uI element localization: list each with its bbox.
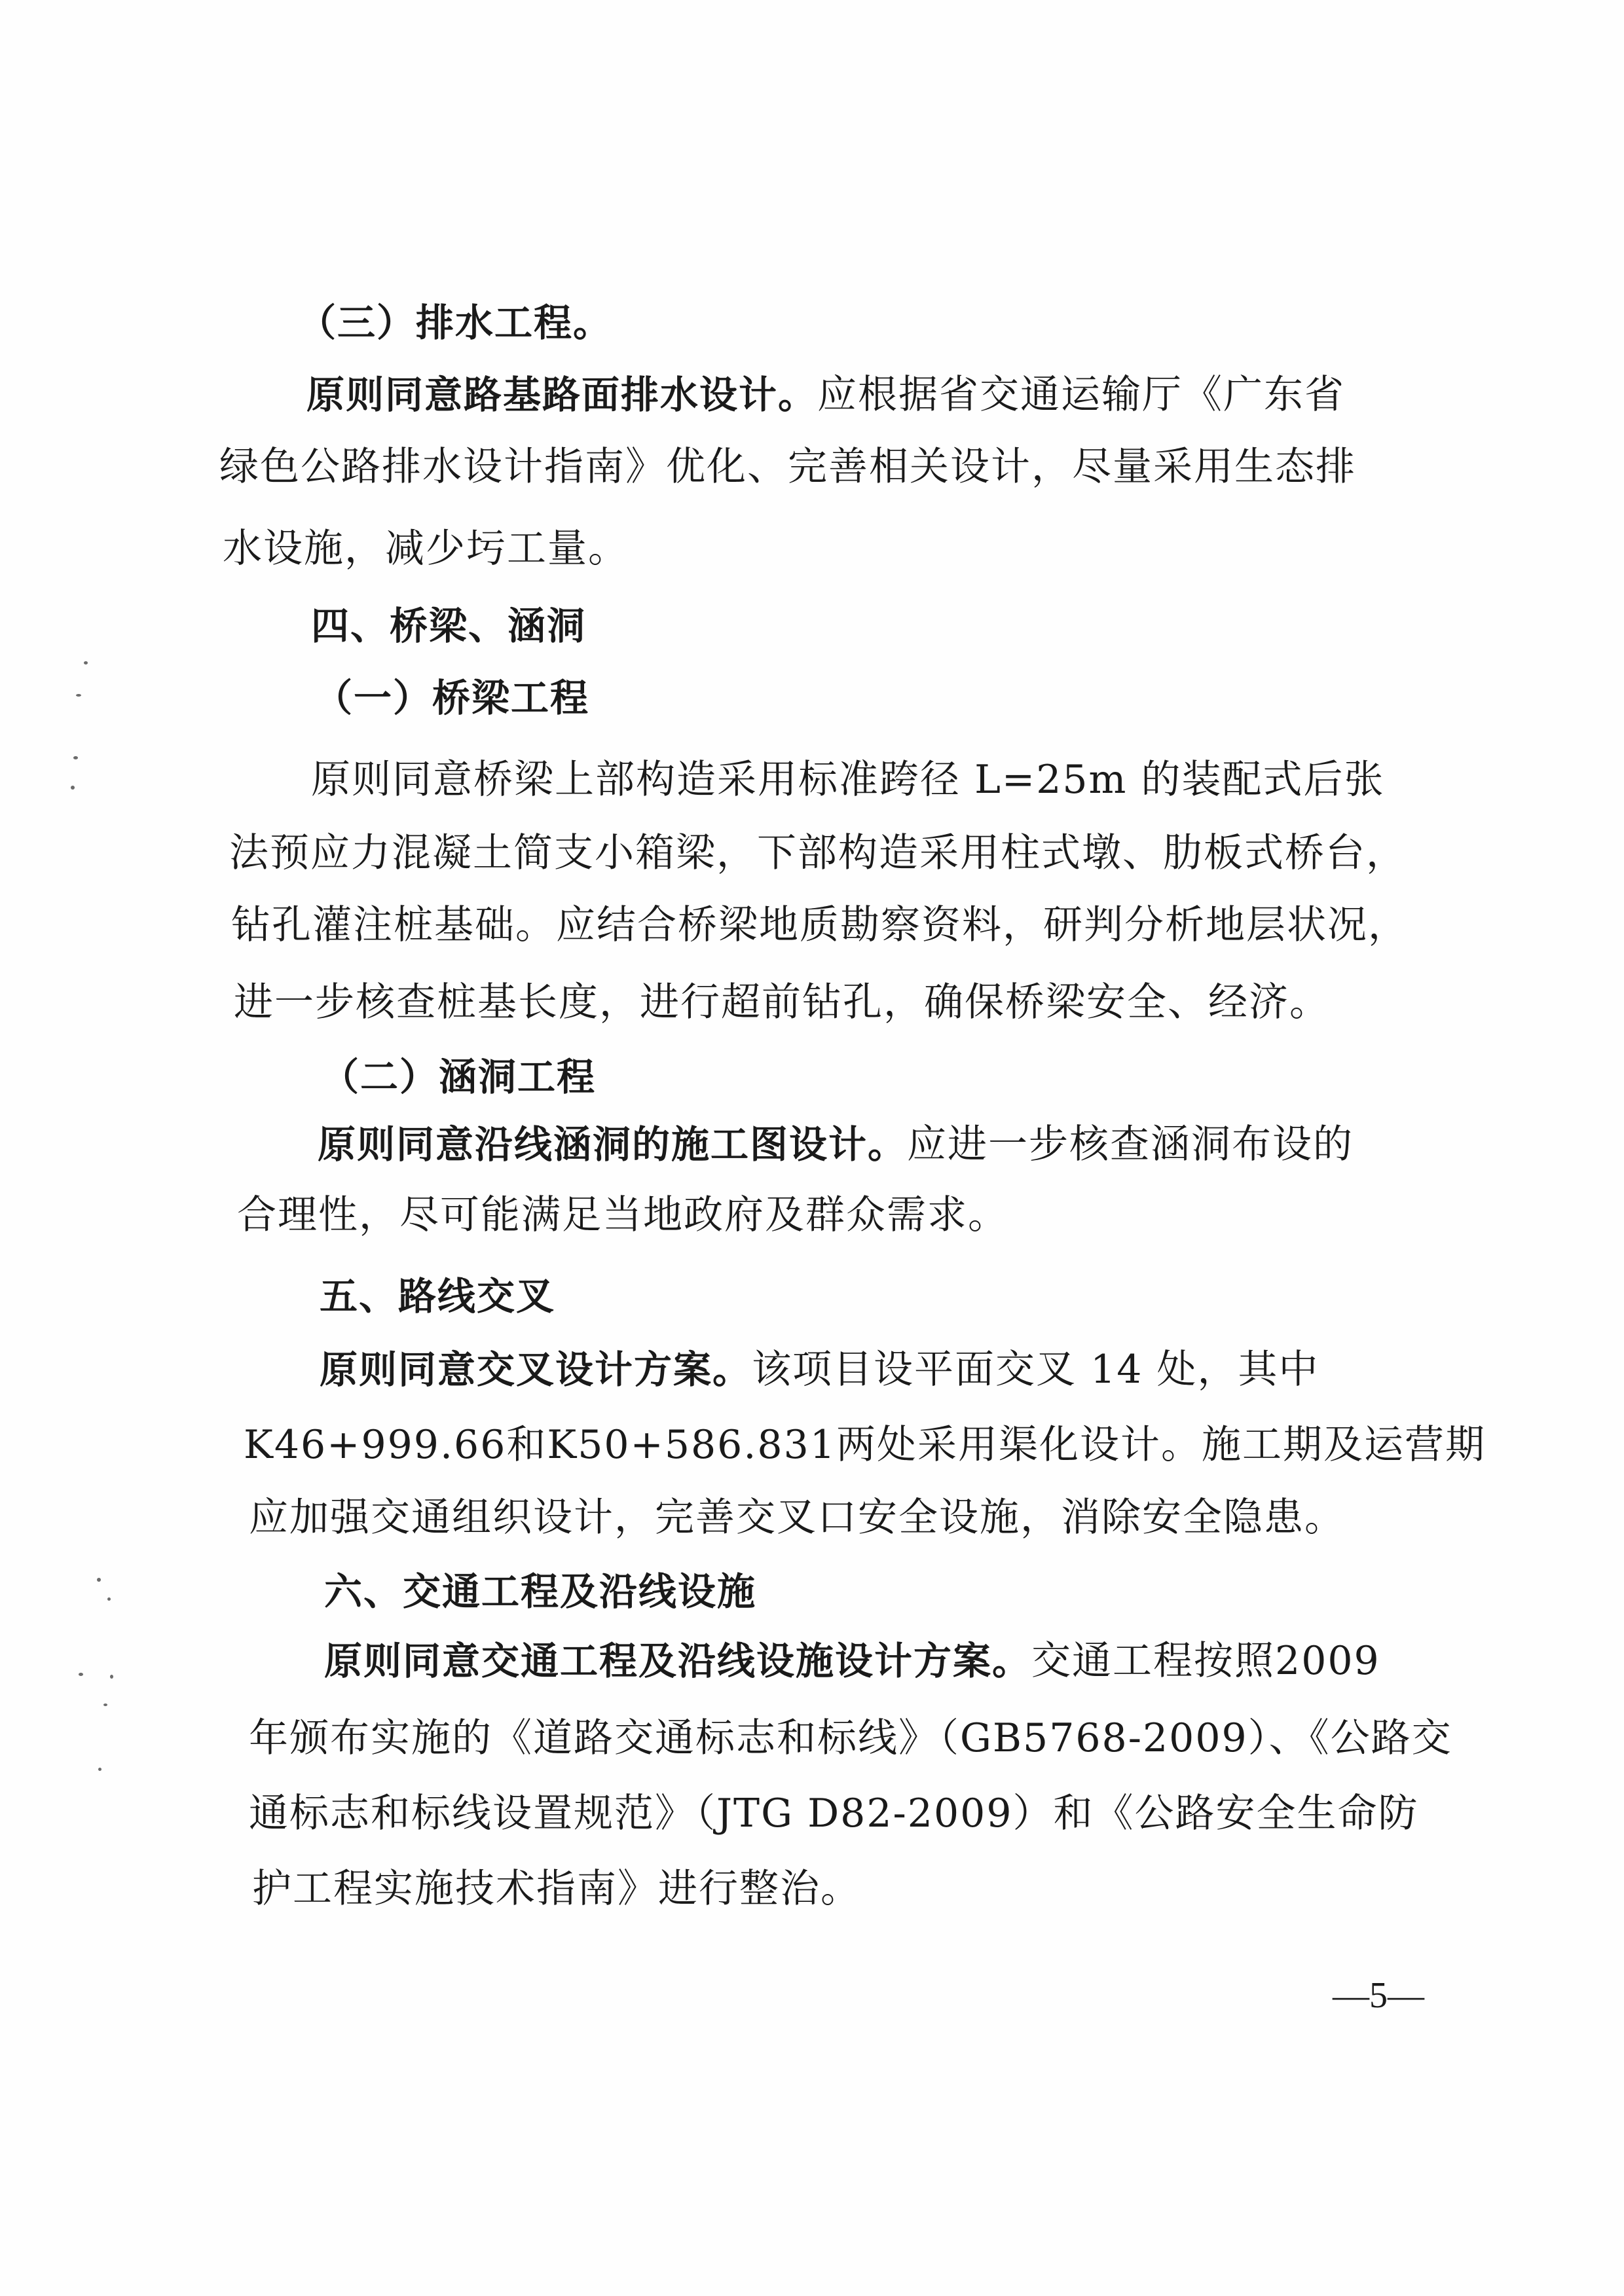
subsection-heading-culverts: （二）涵洞工程 <box>321 1055 597 1099</box>
paragraph-traffic-line-2: 年颁布实施的《道路交通标志和标线》（GB5768-2009）、《公路交 <box>249 1715 1452 1761</box>
paragraph-bridges-line-2: 法预应力混凝土简支小箱梁，下部构造采用柱式墩、肋板式桥台， <box>229 830 1407 876</box>
paragraph-traffic-line-3: 通标志和标线设置规范》（JTG D82-2009）和《公路安全生命防 <box>249 1791 1419 1836</box>
subsection-heading-bridges: （一）桥梁工程 <box>314 676 590 720</box>
paragraph-intersection-line-2: K46+999.66和K50+586.831两处采用渠化设计。施工期及运营期 <box>244 1422 1486 1468</box>
scan-speck <box>73 756 78 759</box>
paragraph-drainage-line-1 <box>306 372 1346 418</box>
scan-speck <box>103 1704 107 1706</box>
paragraph-drainage-bold-lead: 原则同意路基路面排水设计。 <box>306 373 818 417</box>
scan-speck <box>97 1578 101 1582</box>
paragraph-bridges-line-4: 进一步核查桩基长度，进行超前钻孔，确保桥梁安全、经济。 <box>234 979 1330 1025</box>
page-number: —5— <box>1333 1975 1424 2016</box>
scan-speck <box>107 1597 111 1601</box>
paragraph-intersection-text: 该项目设平面交叉 14 处，其中 <box>752 1347 1320 1393</box>
section-heading-traffic-facilities: 六、交通工程及沿线设施 <box>324 1569 757 1614</box>
scan-speck <box>98 1768 101 1771</box>
paragraph-intersection-bold-lead: 原则同意交叉设计方案。 <box>320 1347 752 1392</box>
paragraph-drainage-line-3: 水设施，减少圬工量。 <box>223 526 629 572</box>
scan-speck <box>71 786 75 790</box>
paragraph-traffic-bold-lead: 原则同意交通工程及沿线设施设计方案。 <box>324 1639 1032 1683</box>
paragraph-traffic-text: 交通工程按照2009 <box>1031 1638 1380 1684</box>
scan-speck <box>79 1673 83 1676</box>
section-heading-intersection: 五、路线交叉 <box>320 1274 556 1319</box>
paragraph-drainage-text: 应根据省交通运输厅《广东省 <box>817 372 1346 418</box>
paragraph-culverts-bold-lead: 原则同意沿线涵洞的施工图设计。 <box>318 1122 908 1167</box>
paragraph-traffic-line-1 <box>324 1638 1380 1684</box>
paragraph-traffic-line-4: 护工程实施技术指南》进行整治。 <box>252 1866 861 1912</box>
paragraph-bridges-line-3: 钻孔灌注桩基础。应结合桥梁地质勘察资料，研判分析地层状况， <box>231 902 1409 948</box>
paragraph-drainage-line-2: 绿色公路排水设计指南》优化、完善相关设计，尽量采用生态排 <box>219 444 1356 490</box>
section-heading-drainage: （三）排水工程。 <box>298 301 613 345</box>
paragraph-culverts-line-1 <box>318 1121 1354 1167</box>
scan-speck <box>84 661 88 665</box>
paragraph-culverts-line-2: 合理性，尽可能满足当地政府及群众需求。 <box>237 1192 1008 1238</box>
paragraph-intersection-line-3: 应加强交通组织设计，完善交叉口安全设施，消除安全隐患。 <box>249 1495 1345 1540</box>
scan-speck <box>76 694 81 697</box>
section-heading-bridges-culverts: 四、桥梁、涵洞 <box>311 604 587 648</box>
paragraph-culverts-text: 应进一步核查涵洞布设的 <box>907 1121 1354 1167</box>
paragraph-intersection-line-1 <box>320 1347 1320 1393</box>
scan-speck <box>110 1675 113 1679</box>
paragraph-bridges-line-1: 原则同意桥梁上部构造采用标准跨径 L=25m 的装配式后张 <box>311 757 1385 803</box>
